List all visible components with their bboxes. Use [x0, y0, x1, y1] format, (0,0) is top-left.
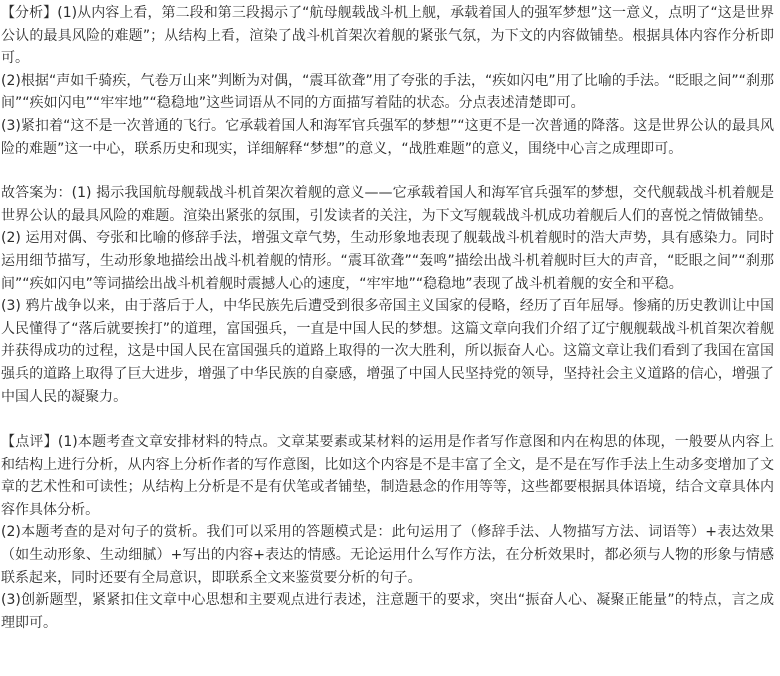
- answer-section: [1, 182, 774, 408]
- comment-point-3: (3)创新题型，紧紧扣住文章中心思想和主要观点进行表述，注意题干的要求，突出“振奋人心、凝聚正能量”的特点，言之成理即可。: [1, 592, 774, 631]
- comment-section: [1, 431, 774, 634]
- analysis-point-1: 【分析】(1)从内容上看，第二段和第三段揭示了“航母舰载战斗机上舰，承载着国人的强军梦想”这一意义，点明了“这是世界公认的最具风险的难题”；从结构上看，渲染了战斗机首架次着舰的紧张气氛，为下文的内容做铺垫。根据具体内容作分析即可。: [1, 5, 774, 67]
- answer-point-2: (2) 运用对偶、夸张和比喻的修辞手法，增强文章气势，生动形象地表现了舰载战斗机着舰时的浩大声势，具有感染力。同时运用细节描写，生动形象地描绘出战斗机着舰的情形。“震耳欲聋”“轰鸣”描绘出战斗机着舰时巨大的声音，“眨眼之间”“刹那间”“疾如闪电”等词描绘出战斗机着舰时震撼人心的速度，“牢牢地”“稳稳地”表现了战斗机着舰的安全和平稳。: [1, 230, 774, 292]
- section-spacer: [1, 160, 774, 182]
- comment-point-1: 【点评】(1)本题考查文章安排材料的特点。文章某要素或某材料的运用是作者写作意图和内在构思的体现，一般要从内容上和结构上进行分析，从内容上分析作者的写作意图，比如这个内容是不是丰富了全文，是不是在写作手法上生动多变增加了文章的艺术性和可读性；从结构上分析是不是有伏笔或者铺垫，制造悬念的作用等等，这些都要根据具体语境，结合文章具体内容作具体分析。: [1, 434, 774, 518]
- analysis-point-3: (3)紧扣着“这不是一次普通的飞行。它承载着国人和海军官兵强军的梦想”“这更不是一次普通的降落。这是世界公认的最具风险的难题”这一中心，联系历史和现实，详细解释“梦想”的意义，“战胜难题”的意义，围绕中心言之成理即可。: [1, 117, 774, 157]
- section-spacer: [1, 408, 774, 431]
- analysis-section: [1, 2, 774, 160]
- analysis-point-2: (2)根据“声如千骑疾，气卷万山来”判断为对偶，“震耳欲聋”用了夸张的手法，“疾如闪电”用了比喻的手法。“眨眼之间”“刹那间”“疾如闪电”“牢牢地”“稳稳地”这些词语从不同的方面描写着陆的状态。分点表述清楚即可。: [1, 72, 774, 112]
- comment-point-2: (2)本题考查的是对句子的赏析。我们可以采用的答题模式是：此句运用了（修辞手法、人物描写方法、词语等）+表达效果（如生动形象、生动细腻）+写出的内容+表达的情感。无论运用什么写作方法，在分析效果时，都必须与人物的形象与情感联系起来，同时还要有全局意识，即联系全文来鉴赏要分析的句子。: [1, 524, 774, 586]
- answer-point-1: 故答案为：(1) 揭示我国航母舰载战斗机首架次着舰的意义——它承载着国人和海军官兵强军的梦想，交代舰载战斗机着舰是世界公认的最具风险的难题。渲染出紧张的氛围，引发读者的关注，为下文写舰载战斗机成功着舰后人们的喜悦之情做铺垫。: [1, 185, 774, 224]
- answer-point-3: (3) 鸦片战争以来，由于落后于人，中华民族先后遭受到很多帝国主义国家的侵略，经历了百年屈辱。惨痛的历史教训让中国人民懂得了“落后就要挨打”的道理，富国强兵，一直是中国人民的梦想。这篇文章向我们介绍了辽宁舰舰载战斗机首架次着舰并获得成功的过程，这是中国人民在富国强兵的道路上取得的一次大胜利，所以振奋人心。这篇文章让我们看到了我国在富国强兵的道路上取得了巨大进步，增强了中华民族的自豪感，增强了中国人民坚持党的领导，坚持社会主义道路的信心，增强了中国人民的凝聚力。: [1, 298, 774, 405]
